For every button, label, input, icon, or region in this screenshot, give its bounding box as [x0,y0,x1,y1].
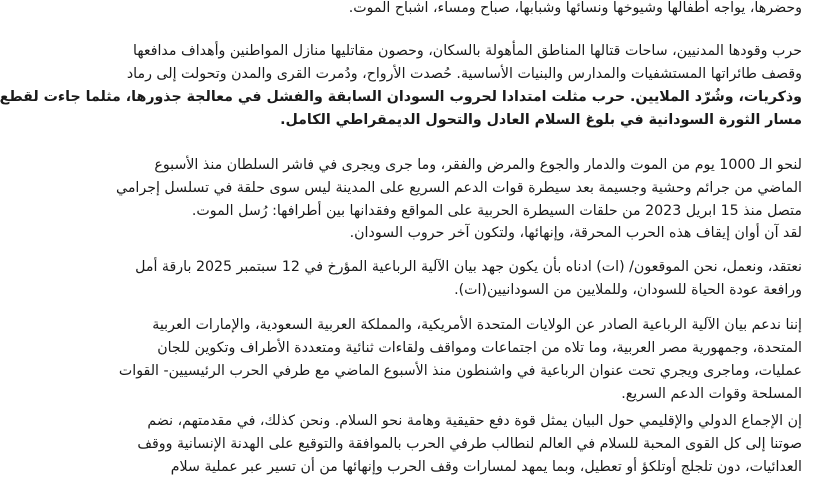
paragraph-line: عمليات، وماجرى ويجري تحت عنوان الرباعية في واشنطون منذ الأسبوع الماضي مع طرفي الحرب الرئيسيين- القوات [118,363,802,379]
paragraph-line: إننا ندعم بيان الآلية الرباعية الصادر عن الولايات المتحدة الأمريكية، والمملكة العربية السعودية، والإمارات العربية [152,317,802,333]
paragraph-quad-support [82,314,802,406]
paragraph-line: لنحو الـ 1000 يوم من الموت والدمار والجوع والمرض والفقر، وما جرى ويجرى في فاشر السلطان منذ الأسبوع [154,157,802,173]
paragraph-stop-war [82,222,802,245]
paragraph-line-bold: وذكريات، وشُرّد الملايين. حرب مثلت امتدادا لحروب السودان السابقة والفشل في معالجة جذورها، مثلما جاءت لقطع [0,89,802,105]
paragraph-line: وحضرها، يواجه أطفالها وشيوخها ونسائها وشبابها، صباح ومساء، اشباح الموت. [348,0,802,16]
paragraph-international-consensus [82,410,802,479]
paragraph-line: وقصف طائراتها المستشفيات والمدارس والبنيات الأساسية. حُصدت الأرواح، ودُمرت القرى والمدن وتحولت إلى رماد [126,66,802,82]
paragraph-line: المتحدة، وجمهورية مصر العربية، وما تلاه من اجتماعات ومواقف ولقاءات ثنائية ومتعددة الأطراف وتكوين للجان [157,340,802,356]
paragraph-line: المسلحة وقوات الدعم السريع. [621,386,802,402]
paragraph-line: إن الإجماع الدولي والإقليمي حول البيان يمثل قوة دفع حقيقية وهامة نحو السلام. ونحن كذلك، في مقدمتهم، نضم [147,413,802,429]
paragraph-line: متصل منذ 15 ابريل 2023 من حلقات السيطرة الحربية على المواقع وفقدانها بين أطرافها: رُسل الموت. [191,203,802,219]
paragraph-line: لقد آن أوان إيقاف هذه الحرب المحرقة، وإنهائها، ولتكون آخر حروب السودان. [349,225,802,241]
paragraph-war-description [0,40,802,132]
paragraph-line: الماضي من جرائم وحشية وجسيمة بعد سيطرة قوات الدعم السريع على المدينة ليس سوى حلقة في تسلسل إجرامي [116,180,802,196]
paragraph-line: العدائيات، دون تلجلج أوتلكؤ أو تعطيل، وبما يمهد لمسارات وقف الحرب وإنهائها من أن تسير عبر عملية سلام [170,459,802,475]
paragraph-line: حرب وقودها المدنيين، ساحات قتالها المناطق المأهولة بالسكان، وحصون مقاتليها منازل المواطنين وأهداف مدافعها [133,43,802,59]
paragraph-line: صوتنا إلى كل القوى المحبة للسلام في العالم لنطالب طرفي الحرب بالموافقة والتوقيع على الهدنة الإنسانية ووقف [137,436,802,452]
paragraph-line-bold: مسار الثورة السودانية في بلوغ السلام العادل والتحول الديمقراطي الكامل. [280,112,802,128]
paragraph-signatories [82,256,802,302]
paragraph-1000-days [82,154,802,223]
paragraph-line: ورافعة عودة الحياة للسودان، وللملايين من السودانيين(ات). [454,282,802,298]
paragraph-line: نعتقد، ونعمل، نحن الموقعون/ (ات) ادناه بأن يكون جهد بيان الآلية الرباعية المؤرخ في 12 سبتمبر 2025 بارقة أمل [135,259,802,275]
paragraph-intro-fragment [82,0,802,20]
